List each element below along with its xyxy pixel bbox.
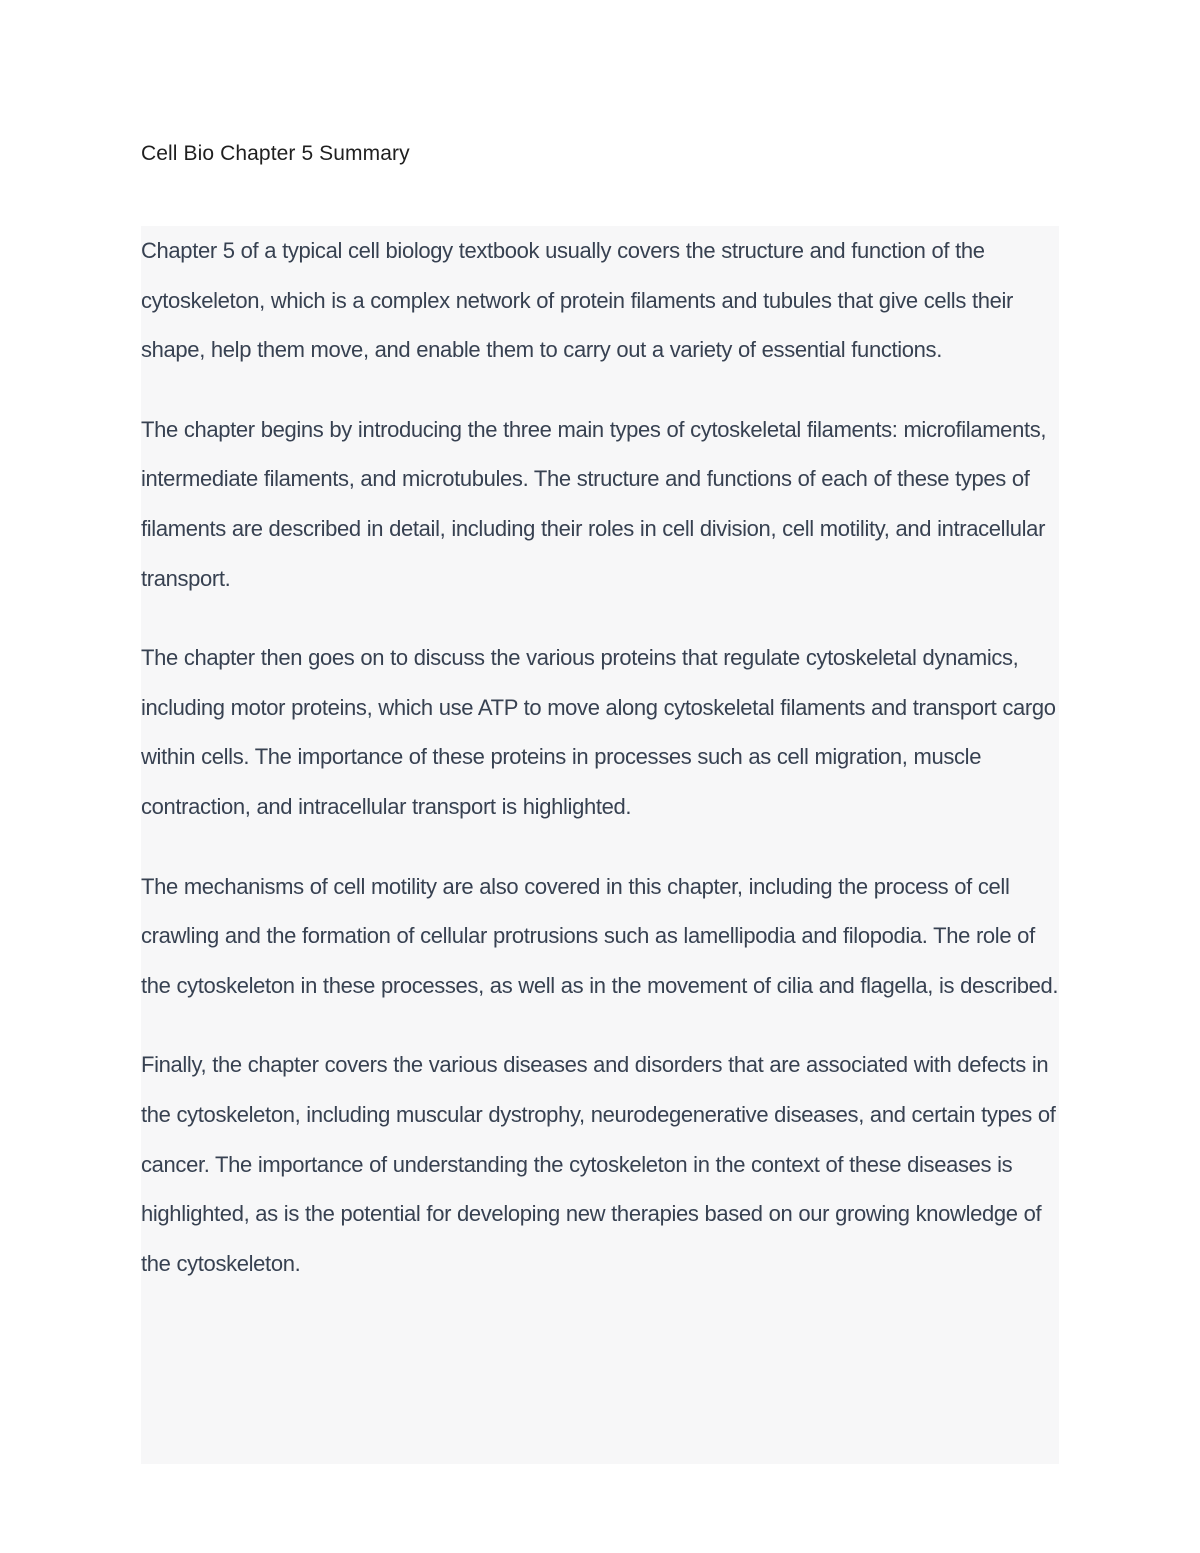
summary-text-block <box>141 226 1059 1464</box>
paragraph-intro: Chapter 5 of a typical cell biology textbook usually covers the structure and function of the cytoskeleton, which is a complex network of protein filaments and tubules that give cells their shape, help them move, and enable them to carry out a variety of essential functions. <box>141 238 1014 363</box>
paragraph-diseases: Finally, the chapter covers the various diseases and disorders that are associated with defects in the cytoskeleton, including muscular dystrophy, neurodegenerative diseases, and certain types of cancer. The importance of understanding the cytoskeleton in the context of these diseases is highlighted, as is the potential for developing new therapies based on our growing knowledge of the cytoskeleton. <box>141 1052 1056 1276</box>
paragraph-cell-motility: The mechanisms of cell motility are also covered in this chapter, including the process of cell crawling and the formation of cellular protrusions such as lamellipodia and filopodia. The role of the cytoskeleton in these processes, as well as in the movement of cilia and flagella, is described. <box>141 873 1059 998</box>
paragraph-regulatory-proteins: The chapter then goes on to discuss the various proteins that regulate cytoskeletal dynamics, including motor proteins, which use ATP to move along cytoskeletal filaments and transport cargo within cells. The importance of these proteins in processes such as cell migration, muscle contraction, and intracellular transport is highlighted. <box>141 645 1056 819</box>
paragraph-filament-types: The chapter begins by introducing the three main types of cytoskeletal filaments: microfilaments, intermediate filaments, and microtubules. The structure and functions of each of these types of filaments are described in detail, including their roles in cell division, cell motility, and intracellular transport. <box>141 416 1047 591</box>
document-title: Cell Bio Chapter 5 Summary <box>141 142 410 165</box>
